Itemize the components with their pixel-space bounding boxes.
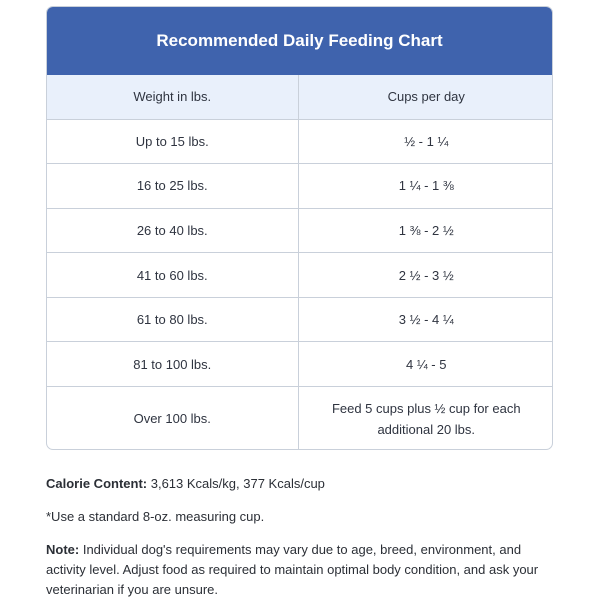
- note-label: Note:: [46, 542, 80, 557]
- table-row: [47, 208, 553, 253]
- cups-cell: 3 ½ - 4 ¼: [298, 297, 553, 342]
- column-header-weight: Weight in lbs.: [47, 75, 298, 119]
- table-row: [47, 342, 553, 387]
- feeding-chart-title: Recommended Daily Feeding Chart: [47, 7, 552, 75]
- requirements-note: [46, 540, 556, 600]
- table-row: [47, 297, 553, 342]
- weight-cell: 61 to 80 lbs.: [47, 297, 298, 342]
- feeding-chart-card: [46, 6, 553, 450]
- measuring-cup-note: *Use a standard 8-oz. measuring cup.: [46, 509, 265, 524]
- weight-cell: Over 100 lbs.: [47, 387, 298, 450]
- weight-cell: 81 to 100 lbs.: [47, 342, 298, 387]
- calorie-content: [46, 474, 556, 494]
- table-row: [47, 119, 553, 164]
- cups-cell: 2 ½ - 3 ½: [298, 253, 553, 298]
- table-row: [47, 387, 553, 450]
- table-row: [47, 253, 553, 298]
- weight-cell: Up to 15 lbs.: [47, 119, 298, 164]
- cups-cell: 1 ¼ - 1 ⅜: [298, 164, 553, 209]
- weight-cell: 16 to 25 lbs.: [47, 164, 298, 209]
- cups-cell: Feed 5 cups plus ½ cup for each additional 20 lbs.: [331, 400, 521, 437]
- note-text: Individual dog's requirements may vary due to age, breed, environment, and activity level. Adjust food as required to maintain optimal body condition, and ask your veterinarian if you are unsure.: [46, 542, 539, 597]
- calorie-value: 3,613 Kcals/kg, 377 Kcals/cup: [147, 476, 325, 491]
- feeding-notes: [46, 474, 556, 600]
- cups-cell: 1 ⅜ - 2 ½: [298, 208, 553, 253]
- feeding-table: [47, 75, 553, 450]
- cups-cell: ½ - 1 ¼: [298, 119, 553, 164]
- weight-cell: 26 to 40 lbs.: [47, 208, 298, 253]
- cups-cell: 4 ¼ - 5: [298, 342, 553, 387]
- table-header-row: [47, 75, 553, 119]
- column-header-cups: Cups per day: [298, 75, 553, 119]
- calorie-label: Calorie Content:: [46, 476, 148, 491]
- table-row: [47, 164, 553, 209]
- weight-cell: 41 to 60 lbs.: [47, 253, 298, 298]
